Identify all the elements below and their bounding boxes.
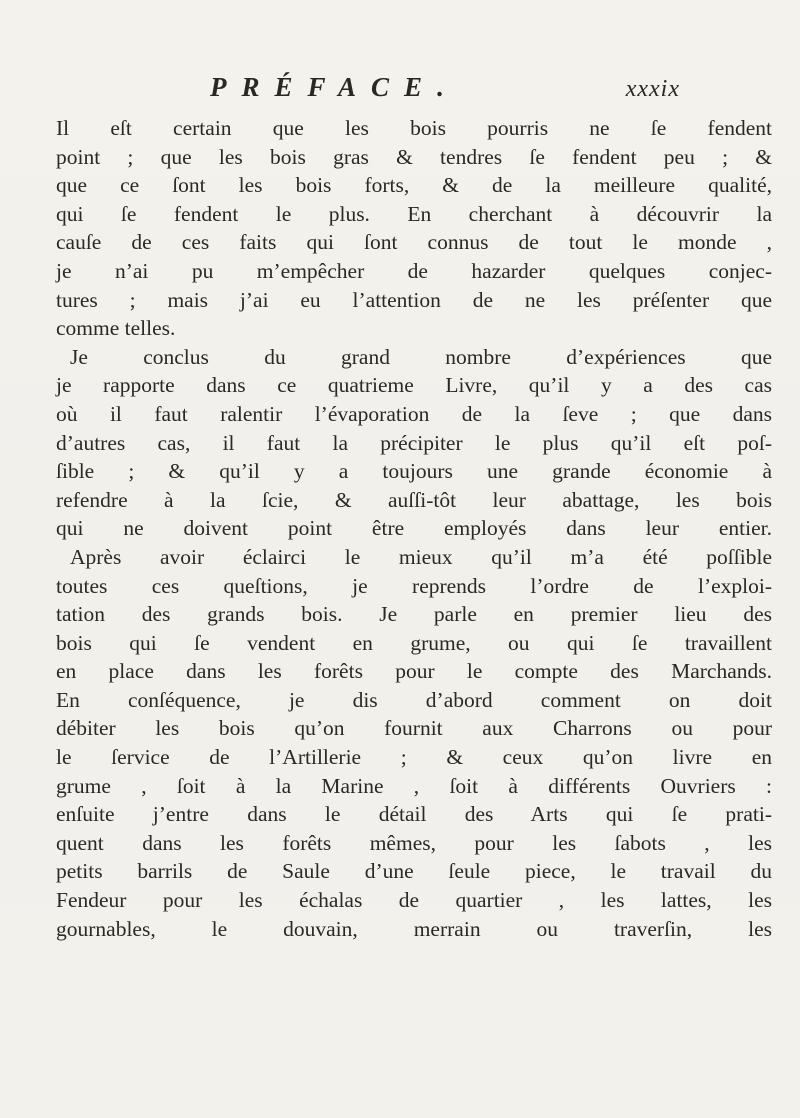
text-line: que ce ſont les bois forts, & de la meilleure qualité, <box>56 173 772 198</box>
running-header <box>210 72 680 112</box>
text-line: Il eſt certain que les bois pourris ne ſe fendent <box>56 116 772 140</box>
header-title: PRÉFACE. <box>210 72 459 102</box>
text-line: gournables, le douvain, merrain ou traverſin, les <box>56 916 772 941</box>
text-line: où il faut ralentir l’évaporation de la ſeve ; que dans <box>56 401 772 426</box>
text-line: Je conclus du grand nombre d’expériences que <box>70 344 772 369</box>
text-line: grume , ſoit à la Marine , ſoit à différents Ouvriers : <box>56 773 772 798</box>
text-line: d’autres cas, il faut la précipiter le plus qu’il eſt poſ- <box>56 430 772 455</box>
text-line: petits barrils de Saule d’une ſeule piece, le travail du <box>56 859 772 884</box>
text-line: cauſe de ces faits qui ſont connus de tout le monde , <box>56 230 772 255</box>
text-line: tation des grands bois. Je parle en premier lieu des <box>56 602 772 627</box>
text-line: refendre à la ſcie, & auſſi-tôt leur abattage, les bois <box>56 487 772 512</box>
text-line: toutes ces queſtions, je reprends l’ordre de l’exploi- <box>56 573 772 598</box>
text-line: bois qui ſe vendent en grume, ou qui ſe travaillent <box>56 630 772 655</box>
body-text <box>56 114 772 943</box>
text-line: comme telles. <box>56 316 176 341</box>
text-line: Après avoir éclairci le mieux qu’il m’a été poſſible <box>70 544 772 569</box>
text-line: en place dans les forêts pour le compte des Marchands. <box>56 659 772 684</box>
text-line: point ; que les bois gras & tendres ſe fendent peu ; & <box>56 144 772 169</box>
text-line: qui ſe fendent le plus. En cherchant à découvrir la <box>56 201 772 226</box>
text-line: débiter les bois qu’on fournit aux Charrons ou pour <box>56 716 772 741</box>
text-line: Fendeur pour les échalas de quartier , les lattes, les <box>56 888 772 913</box>
page-folio: xxxix <box>625 76 680 102</box>
text-line: je n’ai pu m’empêcher de hazarder quelques conjec- <box>56 258 772 283</box>
text-line: je rapporte dans ce quatrieme Livre, qu’il y a des cas <box>56 373 772 398</box>
text-line: En conſéquence, je dis d’abord comment on doit <box>56 687 772 712</box>
text-line: le ſervice de l’Artillerie ; & ceux qu’on livre en <box>56 745 772 770</box>
text-line: qui ne doivent point être employés dans leur entier. <box>56 516 772 541</box>
text-line: quent dans les forêts mêmes, pour les ſabots , les <box>56 830 772 855</box>
text-line: enſuite j’entre dans le détail des Arts qui ſe prati- <box>56 802 772 827</box>
text-line: ſible ; & qu’il y a toujours une grande économie à <box>56 459 772 484</box>
text-line: tures ; mais j’ai eu l’attention de ne les préſenter que <box>56 287 772 312</box>
